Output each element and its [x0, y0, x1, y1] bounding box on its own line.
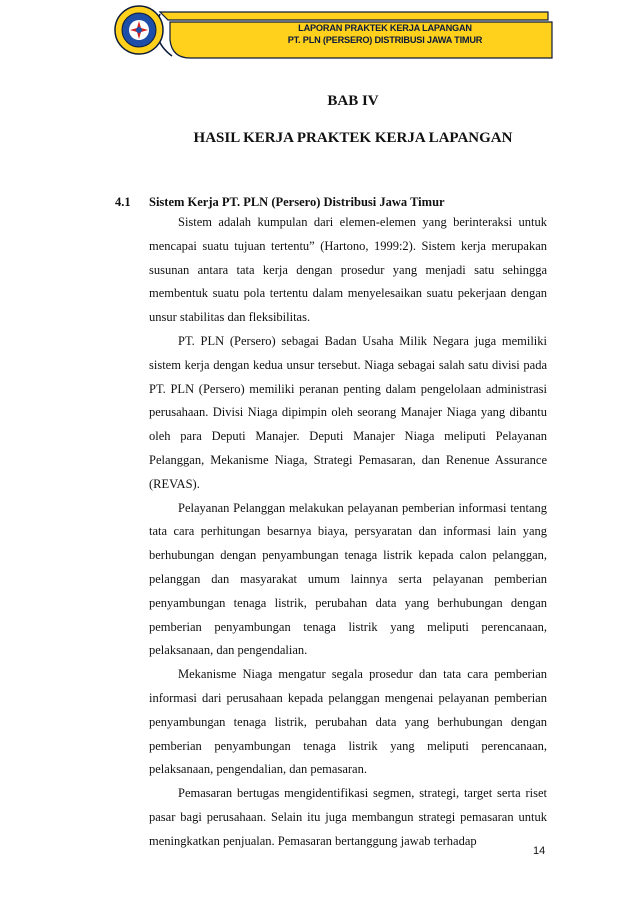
section-title: Sistem Kerja PT. PLN (Persero) Distribusi Jawa Timur	[149, 195, 445, 209]
paragraph: Pelayanan Pelanggan melakukan pelayanan pemberian informasi tentang tata cara perhitungan besarnya biaya, persyaratan dan informasi lain yang berhubungan dengan penyambungan tenaga listrik kepada calon pelanggan, pelanggan dan masyarakat umum lainnya serta pelayanan pemberian penyambungan tenaga listrik, perubahan data yang berhubungan dengan pemberian penyambungan tenaga listrik yang meliputi perencanaan, pelaksanaan, dan pengendalian.	[149, 500, 547, 658]
section-number: 4.1	[115, 195, 131, 209]
header-text	[238, 22, 532, 46]
paragraph: Mekanisme Niaga mengatur segala prosedur dan tata cara pemberian informasi dari perusahaan kepada pelanggan mengenai pelayanan pemberian penyambungan tenaga listrik, perubahan data yang berhubungan dengan pemberian penyambungan tenaga listrik yang meliputi perencanaan, pelaksanaan, pengendalian, dan pemasaran.	[149, 667, 547, 777]
paragraph: Sistem adalah kumpulan dari elemen-elemen yang berinteraksi untuk mencapai suatu tujuan tertentu” (Hartono, 1999:2). Sistem kerja merupakan susunan antara tata kerja dengan prosedur yang menjadi satu sehingga membentuk suatu pola tertentu dalam menyelesaikan suatu pekerjaan dengan unsur stabilitas dan fleksibilitas.	[149, 215, 547, 325]
chapter-title: HASIL KERJA PRAKTEK KERJA LAPANGAN	[193, 130, 513, 146]
paragraph: Pemasaran bertugas mengidentifikasi segmen, strategi, target serta riset pasar bagi perusahaan. Selain itu juga membangun strategi pemasaran untuk meningkatkan penjualan. Pemasaran bertanggung jawab terhadap	[149, 786, 547, 848]
header-line-2: PT. PLN (PERSERO) DISTRIBUSI JAWA TIMUR	[287, 35, 483, 45]
paragraph: PT. PLN (Persero) sebagai Badan Usaha Milik Negara juga memiliki sistem kerja dengan kedua unsur tersebut. Niaga sebagai salah satu divisi pada PT. PLN (Persero) memiliki peranan penting dalam pengelolaan administrasi perusahaan. Divisi Niaga dipimpin oleh seorang Manajer Niaga yang dibantu oleh para Deputi Manajer. Deputi Manajer Niaga meliputi Pelayanan Pelanggan, Mekanisme Niaga, Strategi Pemasaran, dan Renenue Assurance (REVAS).	[149, 333, 547, 491]
body-text	[149, 211, 547, 854]
university-seal-logo	[113, 4, 165, 56]
page-number: 14	[533, 845, 546, 857]
header-line-1: LAPORAN PRAKTEK KERJA LAPANGAN	[298, 23, 472, 33]
banner-top-stripe	[160, 12, 548, 20]
page-header	[0, 0, 638, 78]
chapter-number: BAB IV	[327, 93, 379, 109]
